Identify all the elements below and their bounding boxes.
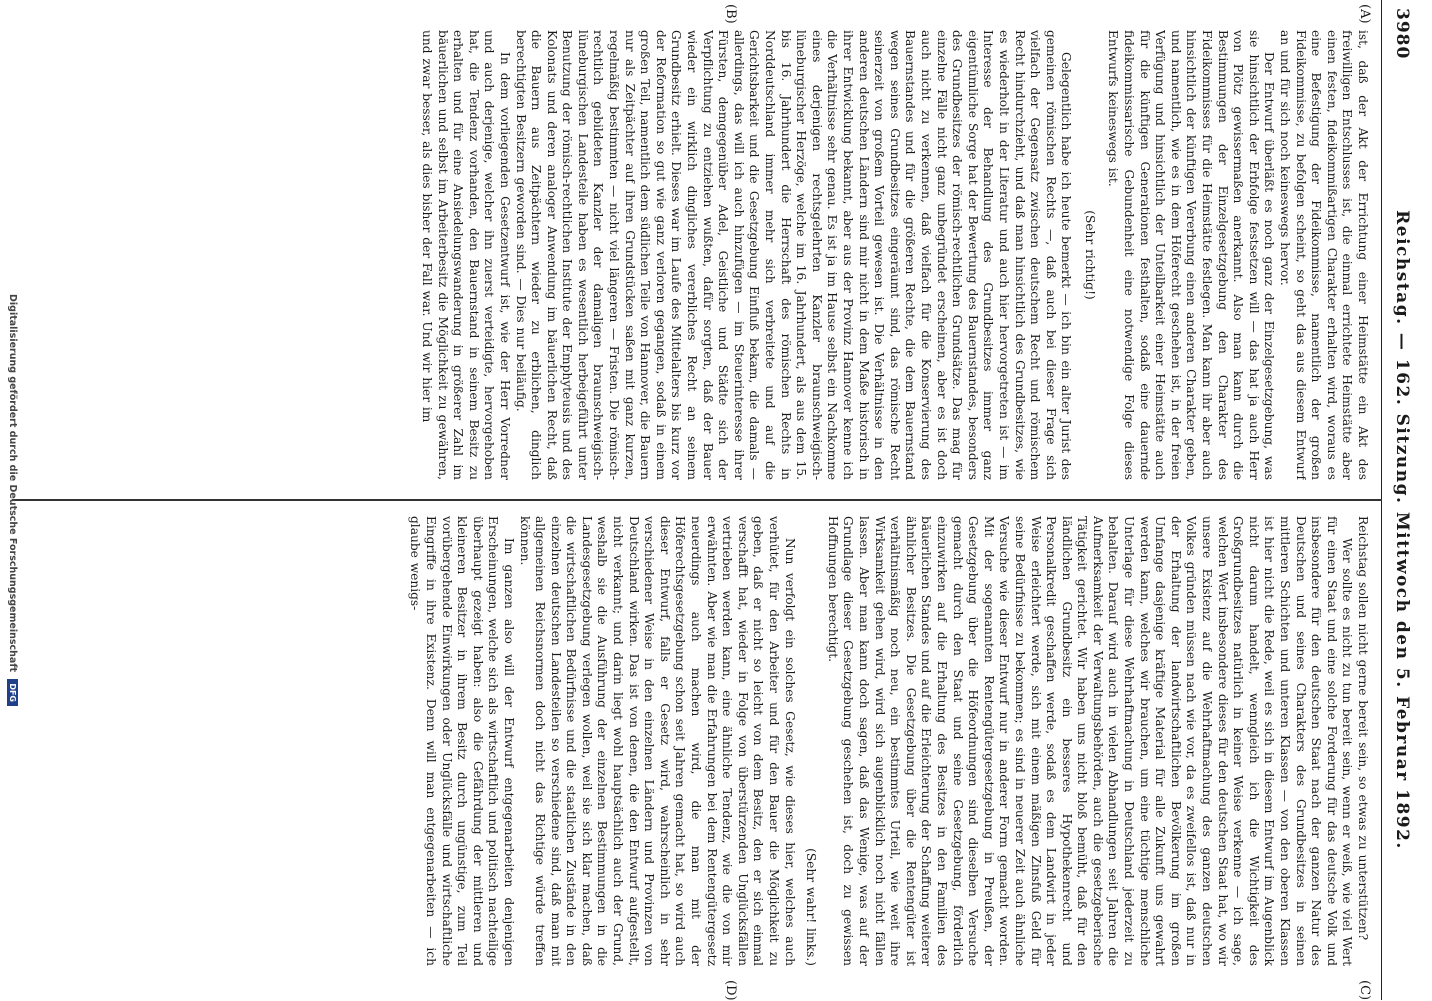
paragraph: Nun verfolgt ein solches Gesetz, wie dieses hier, welches auch verhütet, für den Arbeiter und für den Bauer die Möglichkeit zu geben, daß er nicht so leicht von dem Besitz, den er sich einmal verschafft hat, wieder in Folge von überstürzenden Unglücksfällen vertrieben werden kann, eine ähnliche Tendenz, wie die von mir erwähnten. Aber wie man die Erfahrungen bei dem Rentengütergesetz neuerdings auch machen wird, die man mit der Höferechtsgesetzgebung schon seit Jahren gemacht hat, so wird auch dieser Entwurf, falls er Gesetz wird, wahrscheinlich in sehr verschiedener Weise in den einzelnen Ländern und Provinzen von Deutschland wirken. Das ist von denen, die den Entwurf aufgestellt, nicht verkannt; und darin liegt wohl hauptsächlich auch der Grund, weshalb sie die Ausführung der einzelnen Bestimmungen in die Landesgesetzgebung verlegen wollen, weil sie sich klar machen, daß die wirtschaftlichen Bedürfnisse und die staatlichen Zustände in den einzelnen deutschen Landesteilen so verschiedene sind, daß man mit allgemeinen Reichsnormen doch nicht das Richtige würde treffen können. xyxy=(517,516,797,966)
running-head xyxy=(1381,0,1418,1000)
paragraph: Im ganzen also will der Entwurf entgegenarbeiten denjenigen Erscheinungen, welche sich als wirtschaftlich und politisch nachteilige überhaupt gezeigt haben: also die Gefährdung der mittleren und kleineren Besitzer in ihrem Besitz durch ungünstige, zum Teil vorübergehende Einwirkungen oder Unglücksfälle und wirtschaftliche Eingriffe in ihre Existenz. Denn will man entgegenarbeiten — ich glaube wenigs- xyxy=(408,516,516,966)
right-column xyxy=(20,516,1370,966)
paragraph: Wer sollte es nicht zu tun bereit sein, wenn er weiß, wie viel Wert für einen Staat und eine solche Forderung für das deutsche Volk und insbesondere für den deutschen Staat nach der ganzen Natur des Deutschen und seines Charakters des Grundbesitzes in seinen mittleren Schichten und unteren Klassen — von den oberen Klassen ist hier nicht die Rede, weil es sich in diesem Entwurf im Augenblick nicht darum handelt, wenngleich ich die Wichtigkeit des Großgrundbesitzes natürlich in keiner Weise verkenne — ich sage, welchen Wert insbesondere dieses für den deutschen Staat hat, wo wir unsere Existenz auf die Wehrhaftmachung des ganzen deutschen Volkes gründen müssen nach wie vor, da es zweifellos ist, daß nur in der Erhaltung der landwirtschaftlichen Bevölkerung im großen Umfange dasjenige kräftige Material für alle Zukunft uns gewahrt werden kann, welches wir brauchen, um eine tüchtige menschliche Unterlage für diese Wehrhaftmachung in Deutschland jederzeit zu behalten. Darauf wird auch in vielen Abhandlungen seit Jahren die Aufmerksamkeit der Verwaltungsbehörden, auch die gesetzgeberische Tätigkeit gerichtet. Wir haben uns nicht bloß bemüht, daß für den ländlichen Grundbesitz ein besseres Hypothekenrecht und Personalkredit geschaffen werde, sodaß es dem Landwirt in jeder Weise erleichtert werde, sich mit einem mäßigen Zinsfuß Geld für seine Bedürfnisse zu bekommen; es sind in neuerer Zeit auch ähnliche Versuche wie dieser Entwurf nur in anderer Form gemacht worden. Mit der sogenannten Rentengütergesetzgebung in Preußen, der Gesetzgebung über die Höfeordnungen sind dieselben Versuche gemacht durch den Staat und seine Gesetzgebung, förderlich einzuwirken auf die Erhaltung des Besitzes in den Familien des bäuerlichen Standes und auf die Erleichterung der Schaffung weiterer ähnlicher Besitzes. Die Gesetzgebung über die Rentengüter ist verhältnismäßig noch neu, ein bestimmtes Urteil, wie weit ihre Wirksamkeit gehen wird, wird sich augenblicklich noch nicht fällen lassen. Aber man kann doch sagen, daß das Wenige, was auf der Grundlage dieser Gesetzgebung geschehen ist, doch zu gewissen Hoffnungen berechtigt. xyxy=(825,516,1355,966)
paragraph: Reichstag sollen nicht gerne bereit sein, so etwas zu unterstützen? xyxy=(1356,516,1370,941)
dfg-logo-icon: DFG xyxy=(7,679,18,706)
left-column xyxy=(20,30,1370,480)
paragraph: Der Entwurf überläßt es noch ganz der Einzelgesetzgebung, was sie hinsichtlich der Erbfolge festsetzen will — das hat ja auch Herr von Plötz gewissermaßen anerkannt. Also man kann durch die Bestimmungen der Einzelgesetzgebung den Charakter des Fideikommisses für die Heimstätte festlegen. Man kann ihr aber auch hinsichtlich der künftigen Vererbung einen anderen Charakter geben, und namentlich, wie es in dem Höferecht geschehen ist, in der freien Verfügung und hinsichtlich der Unteilbarkeit einer Heimstätte auch für die künftigen Generationen festhalten, sodaß eine dauernde fideikommissarische Gebundenheit eine notwendige Folge dieses Entwurfs keineswegs ist. xyxy=(1106,30,1277,480)
interjection: (Sehr richtig!) xyxy=(1082,210,1097,300)
page-title: Reichstag. — 162. Sitzung. Mittwoch den 5. Februar 1892. xyxy=(1392,210,1412,850)
credit-text: Digitalisierung gefördert durch die Deutsche Forschungsgemeinschaft xyxy=(7,294,18,672)
margin-mark-d: (D) xyxy=(723,980,738,1001)
margin-mark-a: (A) xyxy=(1357,4,1372,24)
page-number: 3980 xyxy=(1392,8,1412,60)
paragraph: Gelegentlich habe ich heute bemerkt — ich bin ein alter Jurist des gemeinen römischen Rechts —, daß auch bei dieser Frage sich vielfach der Gegensatz zwischen deutschem Recht und römischem Recht hindurchzieht, und daß man hinsichtlich des Grundbesitzes, wie es wiederholt in der Literatur und auch hier hervorgetreten ist — im Interesse der Behandlung des Grundbesitzes immer ganz eigentümliche Sorge hat der Bewertung des Bauernstandes, besonders des Grundbesitzes der römisch-rechtlichen Grundsätze. Das mag für einzelne Fälle nicht ganz unbegründet erscheinen, aber es ist doch auch nicht zu verkennen, daß vielfach für die Konservierung des Bauernstandes und für die größeren Rechte, die dem Bauernstand wegen seines Grundbesitzes eingeräumt sind, das römische Recht seinerzeit von großem Vorteil gewesen ist. Die Verhältnisse in den anderen deutschen Ländern sind mir nicht in dem Maße historisch in ihrer Entwicklung bekannt, aber aus der Provinz Hannover kenne ich die Verhältnisse sehr genau. Es ist ja im Hause selbst ein Nachkomme eines derjenigen rechtsgelehrten Kanzler braunschweigisch-lüneburgischer Herzöge, welche im 16. Jahrhundert, als aus dem 15. bis 16. Jahrhundert die Herrschaft des römischen Rechts in Norddeutschland immer mehr sich verbreitete und auf die Gerichtsbarkeit und die Gesetzgebung Einfluß bekam, die damals — allerdings, das will ich auch hinzufügen — im Steuerinteresse ihrer Fürsten, demgegenüber Adel, Geistliche und Städte sich der Verpflichtung zu entziehen wußten, dafür sorgten, daß der Bauer wieder ein wirklich dingliches vererbliches Recht an seinem Grundbesitz erhielt. Dieses war im Laufe des Mittelalters bis kurz vor der Reformation so gut wie ganz verloren gegangen, sodaß in einem großen Teil, namentlich dem südlichen Teile von Hannover, die Bauern nur als Zeitpächter auf ihren Grundstücken saßen mit ganz kurzen, regelmäßig bestimmten — nicht viel längeren — Fristen. Die römisch-rechtlich gebildeten Kanzler der damaligen braunschweigisch-lüneburgischen Landesteile haben es wesentlich herbeigeführt unter Benutzung der römisch-rechtlichen Institute der Emphyteusis und des Kolonats und deren analoger Anwendung im bäuerlichen Recht, daß die Bauern aus Zeitpächtern wieder zu erblichen, dinglich berechtigten Besitzern geworden sind. — Dies nur beiläufig. xyxy=(513,30,1074,480)
column-divider xyxy=(12,499,1382,501)
margin-mark-b: (B) xyxy=(723,4,738,24)
paragraph: In dem vorliegenden Gesetzentwurf ist, wie der Herr Vorredner und auch derjenige, welcher ihn zuerst verteidigte, hervorgehoben hat, die Tendenz vorhanden, den Bauernstand in seinem Besitz zu erhalten und für eine Ansiedelungswanderung in größerer Zahl im bäuerlichen und selbst im Arbeiterbesitz die Möglichkeit zu gewähren, und zwar besser, als dies bisher der Fall war. Und wir hier im xyxy=(419,30,512,480)
margin-mark-c: (C) xyxy=(1357,980,1372,1001)
paragraph: ist, daß der Akt der Errichtung einer Heimstätte ein Akt des freiwilligen Entschlusses ist, die einmal errichtete Heimstätte aber einen festen, fideikommißartigen Charakter erhalten wird, woraus es eine Befestigung der Fideikommisse, namentlich der großen Fideikommisse, zu befolgen scheint, so geht das aus diesem Entwurf an und für sich noch keineswegs hervor. xyxy=(1278,30,1370,480)
digitization-credit xyxy=(0,0,18,1000)
interjection: (Sehr wahr! links.) xyxy=(804,848,819,966)
